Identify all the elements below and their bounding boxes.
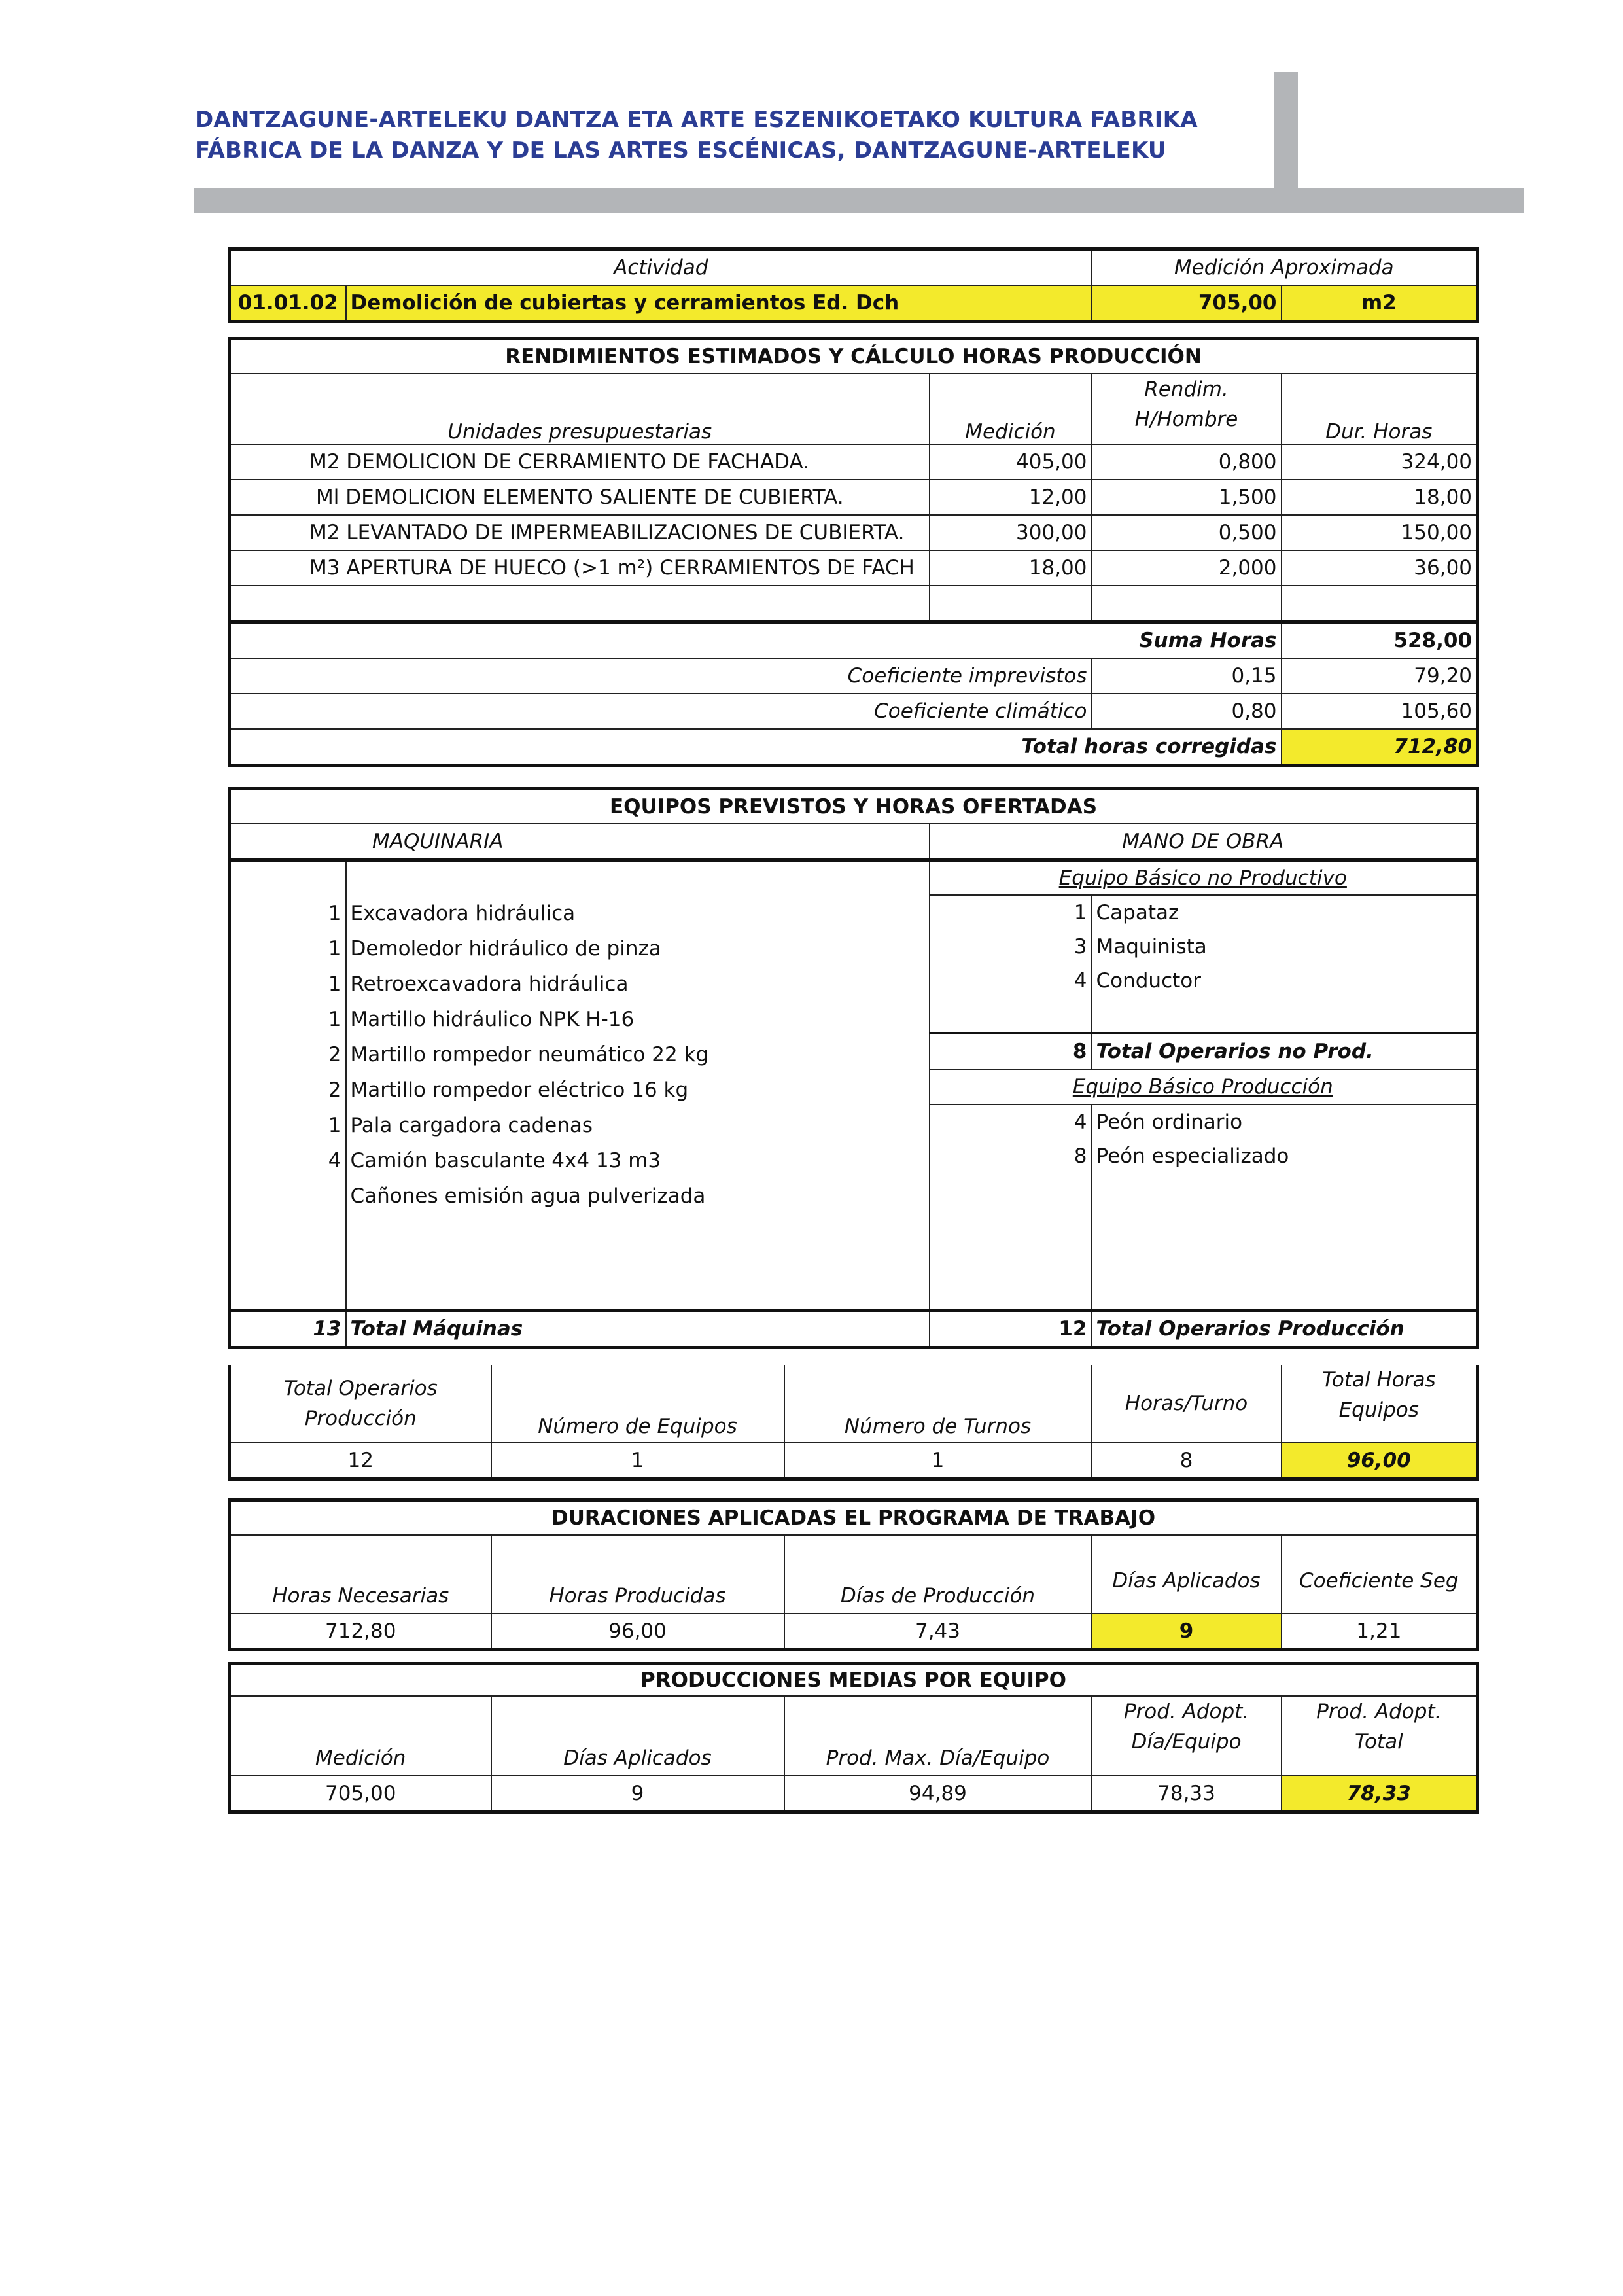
sum-value-operarios: 12 [230,1443,491,1479]
sum-header-operarios-line2: Producción [304,1407,417,1430]
producciones-table [228,1662,1479,1814]
machine-qty: 2 [328,1078,341,1102]
machine-name: Cañones emisión agua pulverizada [350,1184,706,1208]
sum-header-total-horas-line1: Total Horas [1321,1368,1436,1392]
row-description [230,444,930,480]
prod-value-dias-aplicados: 9 [491,1776,784,1812]
sum-value-total-horas: 96,00 [1282,1443,1478,1479]
prod-header-adopt-total [1282,1696,1478,1776]
row-desc: DEMOLICION DE CERRAMIENTO DE FACHADA. [346,450,809,474]
sum-header-operarios [230,1365,491,1443]
row-duration: 36,00 [1282,550,1478,586]
sum-value-turnos: 1 [784,1443,1092,1479]
machine-name: Excavadora hidráulica [350,902,576,925]
no-prod-name: Maquinista [1092,930,1478,964]
row-desc: DEMOLICION ELEMENTO SALIENTE DE CUBIERTA. [345,486,844,509]
dur-value-horas-necesarias: 712,80 [230,1614,491,1650]
activity-measure: 705,00 [1092,285,1282,322]
table-row [230,480,1478,515]
machine-name: Pala cargadora cadenas [350,1114,593,1137]
row-duration: 324,00 [1282,444,1478,480]
total-no-prod-label: Total Operarios no Prod. [1092,1033,1478,1069]
duraciones-title: DURACIONES APLICADAS EL PROGRAMA DE TRABAJO [230,1500,1478,1536]
climatico-label: Coeficiente climático [230,694,1092,729]
sum-header-operarios-line1: Total Operarios [283,1377,438,1400]
header-title-basque: DANTZAGUNE-ARTELEKU DANTZA ETA ARTE ESZENIKOETAKO KULTURA FABRIKA [195,107,1198,133]
prod-header-adopt-dia-line2: Día/Equipo [1131,1730,1242,1754]
row-measure: 300,00 [930,515,1092,550]
suma-horas-value: 528,00 [1282,622,1478,659]
sum-value-horas-turno: 8 [1092,1443,1282,1479]
prod-qty: 4 [930,1104,1092,1139]
equipos-table [228,787,1479,1349]
dur-header-dias-aplicados: Días Aplicados [1092,1535,1282,1614]
prod-header-adopt-dia-equipo [1092,1696,1282,1776]
dur-value-dias-aplicados: 9 [1092,1614,1282,1650]
machine-qty: 1 [328,972,341,996]
total-horas-label: Total horas corregidas [230,729,1282,766]
sum-header-total-horas [1282,1365,1478,1443]
duraciones-table [228,1498,1479,1651]
prod-header-adopt-total-line1: Prod. Adopt. [1316,1700,1442,1723]
row-unit: M3 [309,556,340,580]
no-prod-qty: 4 [930,964,1092,998]
table-row [230,550,1478,586]
prod-header-medicion: Medición [230,1696,491,1776]
activity-name: Demolición de cubiertas y cerramientos Ed. Dch [346,285,1092,322]
activity-code: 01.01.02 [230,285,346,322]
climatico-coef: 0,80 [1092,694,1282,729]
machine-name: Martillo rompedor eléctrico 16 kg [350,1078,689,1102]
imprevistos-value: 79,20 [1282,658,1478,694]
prod-name: Peón especializado [1092,1139,1478,1173]
header-title-spanish: FÁBRICA DE LA DANZA Y DE LAS ARTES ESCÉNICAS, DANTZAGUNE-ARTELEKU [195,137,1166,164]
rendim-column-header [1092,374,1282,444]
equipos-summary-table [228,1365,1479,1481]
suma-horas-label: Suma Horas [230,622,1282,659]
machine-name: Camión basculante 4x4 13 m3 [350,1149,661,1173]
row-measure: 405,00 [930,444,1092,480]
measure-column-header: Medición [930,374,1092,444]
rendim-header-line2: H/Hombre [1134,408,1238,431]
machine-name: Martillo hidráulico NPK H-16 [350,1008,635,1031]
activity-column-header: Actividad [230,249,1092,286]
prod-header: Equipo Básico Producción [930,1069,1478,1104]
prod-name: Peón ordinario [1092,1104,1478,1139]
machine-name-column [346,860,930,1311]
dur-value-dias-produccion: 7,43 [784,1614,1092,1650]
row-unit: Ml [316,486,340,509]
prod-header-max-dia-equipo: Prod. Max. Día/Equipo [784,1696,1092,1776]
dur-header-dias-produccion: Días de Producción [784,1535,1092,1614]
producciones-title: PRODUCCIONES MEDIAS POR EQUIPO [230,1664,1478,1697]
prod-header-dias-aplicados: Días Aplicados [491,1696,784,1776]
row-rendim: 0,500 [1092,515,1282,550]
imprevistos-label: Coeficiente imprevistos [230,658,1092,694]
duration-column-header: Dur. Horas [1282,374,1478,444]
rendimientos-title: RENDIMIENTOS ESTIMADOS Y CÁLCULO HORAS PRODUCCIÓN [230,339,1478,374]
total-no-prod-qty: 8 [930,1033,1092,1069]
table-row [230,515,1478,550]
machine-qty: 1 [328,902,341,925]
dur-header-horas-necesarias: Horas Necesarias [230,1535,491,1614]
dur-header-coeficiente-seg: Coeficiente Seg [1282,1535,1478,1614]
equipos-title: EQUIPOS PREVISTOS Y HORAS OFERTADAS [230,789,1478,824]
table-row [230,444,1478,480]
row-measure: 18,00 [930,550,1092,586]
sum-header-total-horas-line2: Equipos [1338,1398,1419,1422]
machine-qty-column [230,860,346,1311]
activity-unit: m2 [1282,285,1478,322]
machine-qty: 2 [328,1043,341,1067]
activity-table [228,247,1479,323]
prod-qty: 8 [930,1139,1092,1173]
units-column-header: Unidades presupuestarias [230,374,930,444]
total-prod-label: Total Operarios Producción [1092,1311,1478,1348]
row-description [230,480,930,515]
dur-value-coeficiente-seg: 1,21 [1282,1614,1478,1650]
no-prod-name: Capataz [1092,895,1478,930]
header-vertical-bar [1274,72,1298,188]
prod-value-max-dia-equipo: 94,89 [784,1776,1092,1812]
sum-header-turnos: Número de Turnos [784,1365,1092,1443]
total-machines-label: Total Máquinas [346,1311,930,1348]
dur-value-horas-producidas: 96,00 [491,1614,784,1650]
total-prod-qty: 12 [930,1311,1092,1348]
row-measure: 12,00 [930,480,1092,515]
no-prod-name: Conductor [1092,964,1478,998]
machine-name: Retroexcavadora hidráulica [350,972,629,996]
machine-qty: 4 [328,1149,341,1173]
no-prod-header: Equipo Básico no Productivo [930,860,1478,896]
prod-header-adopt-dia-line1: Prod. Adopt. [1123,1700,1249,1723]
dur-header-horas-producidas: Horas Producidas [491,1535,784,1614]
maquinaria-header: MAQUINARIA [230,824,930,860]
row-description [230,515,930,550]
prod-header-adopt-total-line2: Total [1354,1730,1403,1754]
machine-qty: 1 [328,937,341,961]
sum-header-equipos: Número de Equipos [491,1365,784,1443]
total-horas-value: 712,80 [1282,729,1478,766]
total-machines-qty: 13 [230,1311,346,1348]
row-description [230,550,930,586]
imprevistos-coef: 0,15 [1092,658,1282,694]
machine-qty: 1 [328,1008,341,1031]
header-horizontal-bar [194,188,1524,213]
row-unit: M2 [309,450,340,474]
row-rendim: 1,500 [1092,480,1282,515]
measure-column-header: Medición Aproximada [1092,249,1478,286]
machine-qty [235,1178,341,1214]
row-desc: LEVANTADO DE IMPERMEABILIZACIONES DE CUBIERTA. [346,521,905,544]
sum-header-horas-turno: Horas/Turno [1092,1365,1282,1443]
row-rendim: 2,000 [1092,550,1282,586]
mano-obra-header: MANO DE OBRA [930,824,1478,860]
row-unit: M2 [309,521,340,544]
machine-name: Martillo rompedor neumático 22 kg [350,1043,709,1067]
rendimientos-table [228,337,1479,767]
prod-value-adopt-dia-equipo: 78,33 [1092,1776,1282,1812]
machine-name: Demoledor hidráulico de pinza [350,937,661,961]
no-prod-qty: 3 [930,930,1092,964]
empty-row [230,586,1478,622]
row-rendim: 0,800 [1092,444,1282,480]
no-prod-qty: 1 [930,895,1092,930]
rendim-header-line1: Rendim. [1144,378,1229,401]
row-duration: 18,00 [1282,480,1478,515]
prod-value-adopt-total: 78,33 [1282,1776,1478,1812]
climatico-value: 105,60 [1282,694,1478,729]
row-duration: 150,00 [1282,515,1478,550]
machine-qty: 1 [328,1114,341,1137]
row-desc: APERTURA DE HUECO (>1 m²) CERRAMIENTOS DE FACH [346,556,915,580]
prod-value-medicion: 705,00 [230,1776,491,1812]
sum-value-equipos: 1 [491,1443,784,1479]
